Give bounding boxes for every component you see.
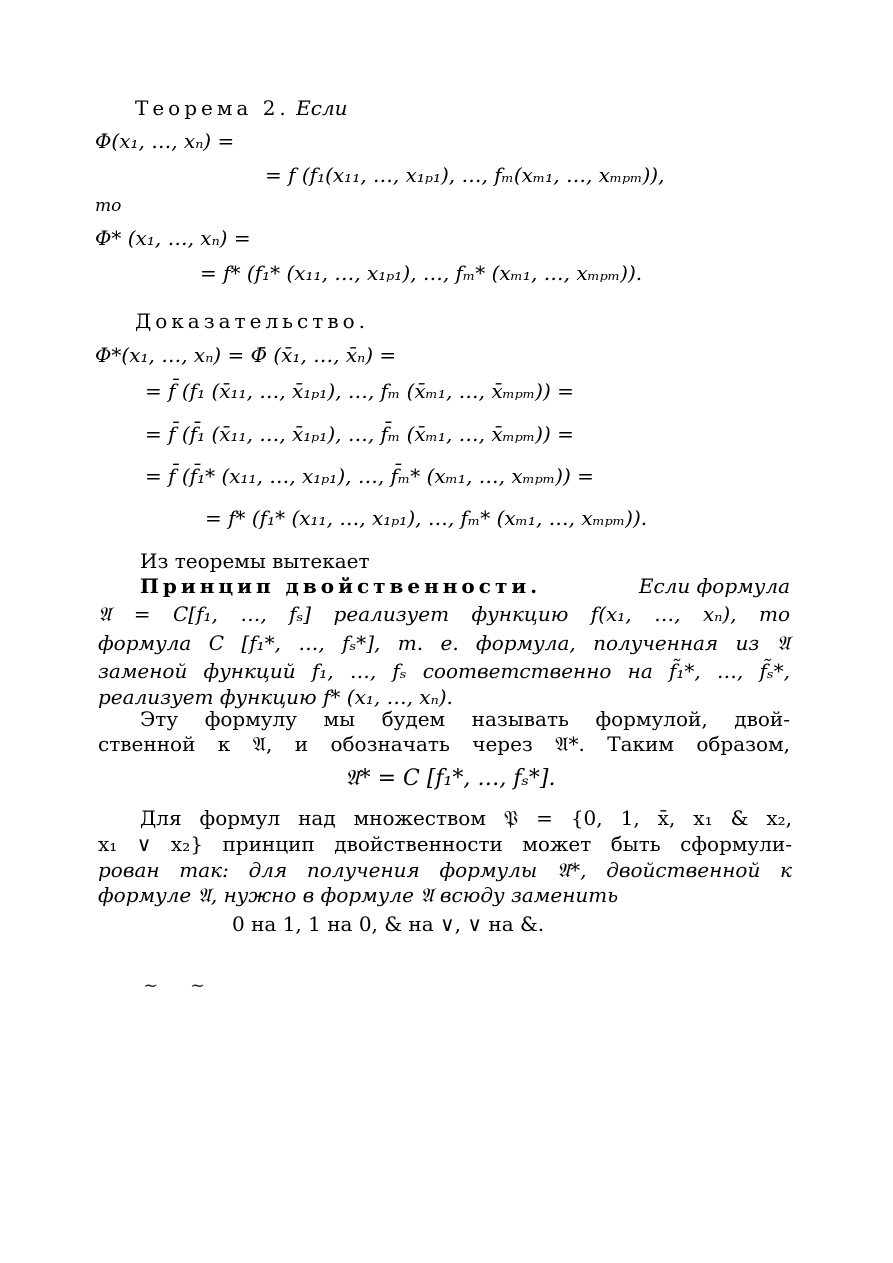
theorem-f-star-line: = f* (f₁* (x₁₁, …, x₁ₚ₁), …, fₘ* (xₘ₁, …, xₘₚₘ)).: [200, 261, 643, 285]
replace-rule: 0 на 1, 1 на 0, & на ∨, ∨ на &.: [232, 912, 545, 936]
stray-mark: ~: [190, 975, 206, 996]
theorem-phi-line: Φ(x₁, …, xₙ) =: [95, 129, 235, 153]
dual-formula: 𝔄* = C [f₁*, …, fₛ*].: [345, 766, 556, 791]
follows-text: Из теоремы вытекает: [140, 549, 370, 573]
dual-line-1: Эту формулу мы будем называть формулой, двой-: [140, 707, 790, 731]
principle-line-5: реализует функцию f* (x₁, …, xₙ).: [98, 685, 453, 709]
basis-line-4: формуле 𝔄, нужно в формуле 𝔄 всюду заменить: [98, 883, 619, 907]
proof-line-5: = f* (f₁* (x₁₁, …, x₁ₚ₁), …, fₘ* (xₘ₁, …, xₘₚₘ)).: [205, 506, 648, 530]
proof-line-4: = f̄ (f̄₁* (x₁₁, …, x₁ₚ₁), …, f̄ₘ* (xₘ₁, …, xₘₚₘ)) =: [145, 464, 594, 488]
dual-line-2: ственной к 𝔄, и обозначать через 𝔄*. Таким образом,: [98, 732, 790, 756]
proof-line-3: = f̄ (f̄̄₁ (x̄₁₁, …, x̄₁ₚ₁), …, f̄̄ₘ (x̄ₘ₁, …, x̄ₘₚₘ)) =: [145, 422, 574, 446]
principle-line-3: формула C [f₁*, …, fₛ*], т. е. формула, полученная из 𝔄: [98, 631, 790, 655]
theorem-phi-star-line: Φ* (x₁, …, xₙ) =: [95, 226, 251, 250]
principle-lead: Принцип двойственности.: [140, 574, 542, 598]
theorem-f-line: = f (f₁(x₁₁, …, x₁ₚ₁), …, fₘ(xₘ₁, …, xₘₚₘ)),: [265, 163, 665, 187]
proof-line-1: Φ*(x₁, …, xₙ) = Φ̄ (x̄₁, …, x̄ₙ) =: [95, 343, 397, 367]
proof-label: Доказательство.: [135, 309, 369, 333]
proof-line-2: = f̄ (f₁ (x̄₁₁, …, x̄₁ₚ₁), …, fₘ (x̄ₘ₁, …, x̄ₘₚₘ)) =: [145, 379, 574, 403]
stray-mark: ~: [143, 975, 159, 996]
theorem-heading: [135, 95, 348, 121]
basis-line-3: рован так: для получения формулы 𝔄*, двойственной к: [98, 858, 792, 882]
theorem-if: Если: [296, 96, 348, 120]
theorem-then: то: [95, 196, 122, 216]
principle-line-4: заменой функций f₁, …, fₛ соответственно на f̃₁*, …, f̃ₛ*,: [98, 659, 790, 683]
basis-line-1: Для формул над множеством 𝔓 = {0, 1, x̄, x₁ & x₂,: [140, 806, 792, 830]
principle-rest: Если формула: [638, 574, 790, 598]
theorem-label: Теорема 2.: [135, 96, 290, 120]
principle-line-2: 𝔄 = C[f₁, …, fₛ] реализует функцию f(x₁, …, xₙ), то: [98, 602, 790, 626]
basis-line-2: x₁ ∨ x₂} принцип двойственности может быть сформули-: [98, 832, 792, 856]
principle-line-1: [140, 573, 790, 599]
